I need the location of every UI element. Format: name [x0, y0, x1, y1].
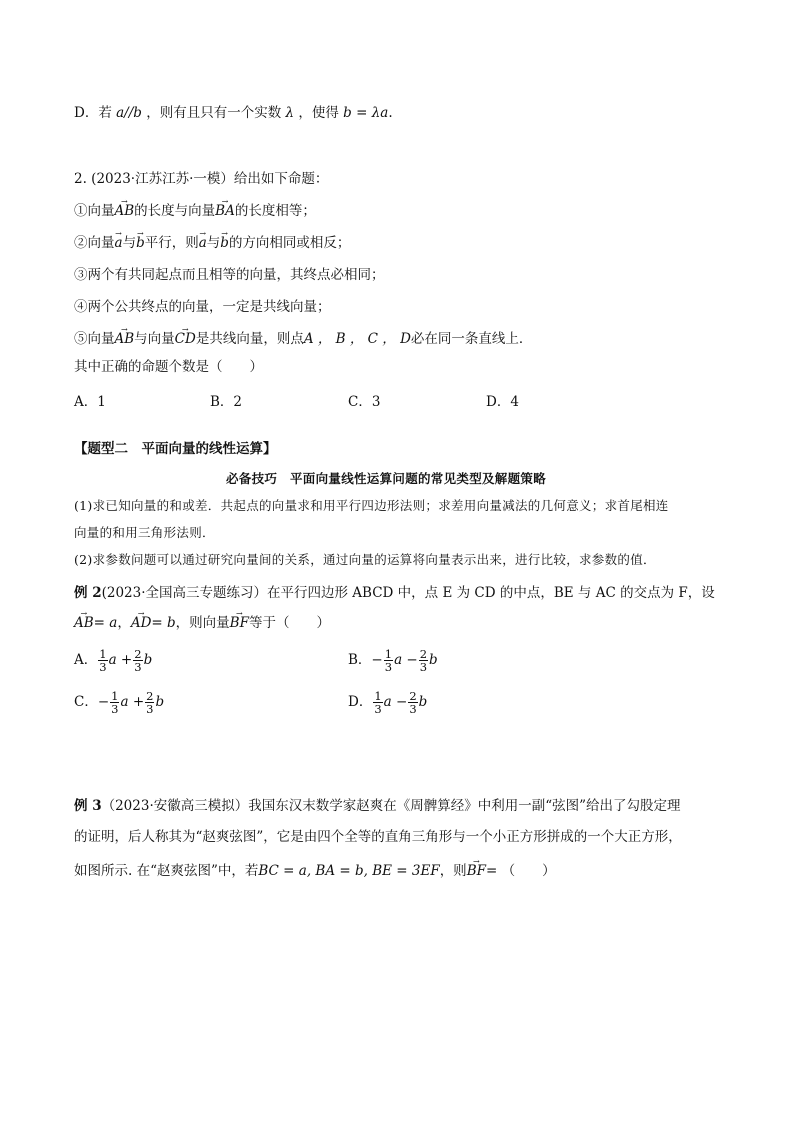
fraction — [133, 648, 142, 673]
section-title: 【题型二 平面向量的线性运算】 — [74, 441, 277, 457]
fraction — [110, 690, 119, 715]
vec-ba: BA → — [215, 202, 235, 220]
frac-den: 3 — [134, 660, 142, 674]
q2-option-c: C．3 — [348, 394, 381, 410]
frac-num: 2 — [409, 689, 417, 703]
vec-bf: BF → — [467, 862, 486, 880]
q2p5-a: ⑤向量 — [74, 331, 115, 347]
q2-option-d: D．4 — [486, 394, 519, 410]
skill-1-line-1: (1)求已知向量的和或差．共起点的向量求和用平行四边形法则；求差用向量减法的几何意义；求首尾相连 — [74, 498, 669, 513]
vec-b: b → — [136, 234, 145, 252]
q2p1-a: ①向量 — [74, 203, 115, 219]
ex3-line-3 — [74, 862, 556, 880]
opt-label: A． — [74, 652, 98, 668]
ex2-option-d — [348, 690, 427, 715]
opt-mid: a + — [108, 652, 133, 668]
frac-num: 2 — [146, 689, 154, 703]
q1-option-d — [74, 104, 393, 122]
q2-prop-2 — [74, 234, 350, 252]
vec-a: a → — [199, 234, 207, 252]
ex3-text-3a: 如图所示. 在“赵爽弦图”中，若 — [74, 863, 259, 879]
ex2-comma: ， — [117, 615, 131, 631]
q2-ask: 其中正确的命题个数是（ ） — [74, 359, 263, 375]
q2p2-e: 的方向相同或相反； — [228, 235, 351, 251]
ex2-label: 例 2 — [74, 585, 102, 601]
q2-option-b: B．2 — [210, 394, 243, 410]
frac-num: 1 — [111, 689, 119, 703]
ex2-option-a — [74, 648, 152, 673]
vec-ab: AB → — [115, 330, 135, 348]
frac-den: 3 — [111, 702, 119, 716]
opt-mid: a + — [120, 694, 145, 710]
q2p2-c: 平行，则 — [144, 235, 199, 251]
q2-prop-5 — [74, 330, 532, 348]
q1d-label: D．若 — [74, 105, 112, 121]
q2-prop-1 — [74, 202, 316, 220]
opt-mid: a − — [383, 694, 408, 710]
q2-prop-4: ④两个公共终点的向量，一定是共线向量； — [74, 299, 331, 315]
ex2-eq1: = a — [93, 615, 118, 631]
ex2-line-1 — [74, 584, 715, 602]
ex2-tail: 等于（ ） — [248, 615, 330, 631]
fraction — [145, 690, 154, 715]
frac-den: 3 — [384, 660, 393, 674]
q2p5-d: 必在同一条直线上． — [410, 331, 533, 347]
fraction — [384, 648, 393, 673]
vec-a: a → — [115, 234, 123, 252]
q2-prop-3: ③两个有共同起点而且相等的向量，其终点必相同； — [74, 267, 385, 283]
frac-num: 1 — [374, 689, 382, 703]
opt-end: b — [143, 652, 153, 668]
frac-den: 3 — [99, 660, 107, 674]
q1d-lambda: λ — [285, 105, 295, 121]
opt-mid: a − — [394, 652, 418, 668]
ex2-line2-end: ，则向量 — [175, 615, 230, 631]
frac-den: 3 — [419, 660, 428, 674]
frac-num: 1 — [384, 647, 393, 661]
frac-den: 3 — [409, 702, 417, 716]
q2p2-a: ②向量 — [74, 235, 115, 251]
ex3-text-3b: ，则 — [439, 863, 467, 879]
ex2-eq2: = b — [151, 615, 176, 631]
q2p2-b: 与 — [122, 235, 137, 251]
vec-b: b → — [220, 234, 229, 252]
frac-num: 2 — [419, 647, 428, 661]
vec-ad: AD → — [131, 614, 152, 632]
q1d-end: . — [388, 105, 393, 121]
q2-stem: 2. (2023·江苏江苏·一模）给出如下命题： — [74, 171, 329, 187]
opt-label: D． — [348, 694, 373, 710]
frac-num: 1 — [99, 647, 107, 661]
fraction — [419, 648, 428, 673]
opt-end: b — [429, 652, 438, 668]
skill-title: 必备技巧 平面向量线性运算问题的常见类型及解题策略 — [226, 471, 547, 486]
ex3-line-1 — [74, 797, 681, 815]
frac-num: 2 — [134, 647, 142, 661]
opt-end: b — [418, 694, 428, 710]
vec-ab: AB → — [115, 202, 135, 220]
q2p1-b: 的长度与向量 — [134, 203, 216, 219]
vec-bf: BF → — [230, 614, 249, 632]
ex3-text-3c: = （ ） — [485, 863, 556, 879]
skill-2: (2)求参数问题可以通过研究向量间的关系，通过向量的运算将向量表示出来，进行比较，求参数的值． — [74, 552, 656, 567]
ex3-line-2: 的证明，后人称其为“赵爽弦图”，它是由四个全等的直角三角形与一个小正方形拼成的一个大正方形， — [74, 829, 682, 845]
q2-option-a: A．1 — [74, 394, 106, 410]
ex3-text-1: （2023·安徽高三模拟）我国东汉末数学家赵爽在《周髀算经》中利用一副“弦图”给出了勾股定理 — [101, 798, 681, 814]
q2p5-b: 与向量 — [134, 331, 175, 347]
q2p5-c: 是共线向量，则点 — [195, 331, 304, 347]
opt-label: B．− — [348, 652, 383, 668]
q1d-text: ，则有且只有一个实数 — [146, 105, 282, 121]
q2p2-d: 与 — [206, 235, 221, 251]
q2p5-points: A ， B ， C ， D — [303, 331, 411, 347]
ex3-label: 例 3 — [74, 798, 102, 814]
q2p1-c: 的长度相等； — [234, 203, 316, 219]
ex2-line-2 — [74, 614, 330, 632]
ex2-option-b — [348, 648, 438, 673]
ex3-expr: BC = a, BA = b, BE = 3EF — [258, 863, 440, 879]
frac-den: 3 — [374, 702, 382, 716]
fraction — [408, 690, 417, 715]
frac-den: 3 — [146, 702, 154, 716]
q1d-text2: ，使得 — [298, 105, 339, 121]
vec-ab: AB → — [74, 614, 94, 632]
q1d-cond: a//b — [116, 105, 142, 121]
q1d-eq: b = λa — [343, 105, 389, 121]
ex2-option-c — [74, 690, 164, 715]
fraction — [98, 648, 107, 673]
skill-1-line-2: 向量的和用三角形法则． — [74, 525, 215, 540]
opt-end: b — [155, 694, 165, 710]
vec-cd: CD → — [175, 330, 196, 348]
fraction — [373, 690, 382, 715]
ex2-text: (2023·全国高三专题练习）在平行四边形 ABCD 中，点 E 为 CD 的中点，BE 与 AC 的交点为 F，设 — [101, 585, 715, 601]
opt-label: C．− — [74, 694, 110, 710]
